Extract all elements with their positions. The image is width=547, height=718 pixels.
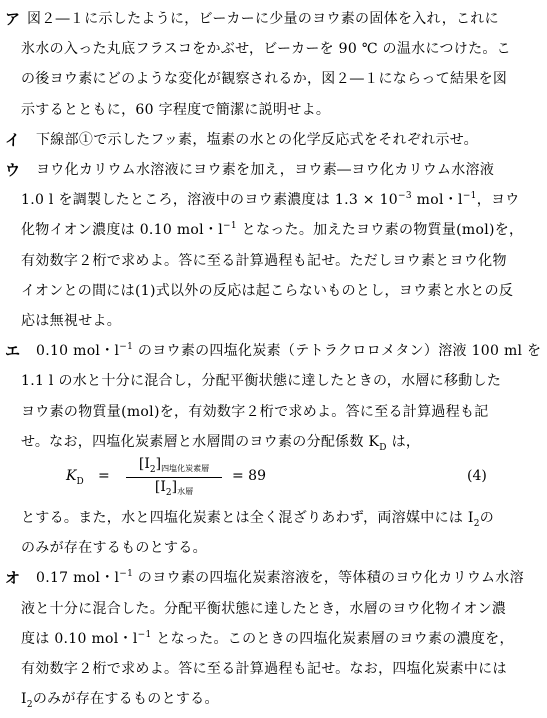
q-o-text-2: 液と十分に混合した。分配平衡状態に達したとき，水層のヨウ化物イオン濃 (21, 600, 507, 617)
fraction-bar (126, 477, 222, 478)
q-a-text-4: 示するとともに，60 字程度で簡潔に説明せよ。 (21, 101, 331, 118)
q-u-text-6: 応は無視せよ。 (21, 313, 122, 329)
formula-number: (4) (467, 468, 487, 484)
question-mark-e: エ (5, 342, 21, 361)
q-e-text-1-main: 0.10 mol・l (36, 343, 120, 360)
formula-den-sub: 2 (165, 488, 172, 498)
q-o-text-1-tail: のヨウ素の四塩化炭素溶液を，等体積のヨウ化カリウム水溶 (137, 570, 524, 587)
partition-coefficient-formula (0, 456, 547, 500)
q-a-text-3: の後ヨウ素にどのような変化が観察されるか，図２―１にならって結果を図 (21, 71, 508, 88)
q-u-text-2-tail: ，ヨウ (476, 192, 520, 209)
formula-num-bracket: [I (138, 456, 150, 472)
formula-denominator (124, 479, 224, 498)
formula-value: = 89 (232, 468, 266, 484)
q-e-text-6: のみが存在するものとする。 (21, 540, 207, 557)
q-o-text-4: 有効数字２桁で求めよ。答に至る計算過程も記せ。なお，四塩化炭素中には (21, 661, 507, 677)
exponent-neg1: −1 (119, 342, 134, 353)
formula-num-layer: 四塩化炭素層 (161, 464, 210, 473)
q-o-text-5 (21, 683, 219, 718)
formula-lhs (66, 468, 84, 487)
q-e-text-5-main: とする。また，水と四塩化炭素とは全く混ざりあわず，両溶媒中には I (21, 510, 474, 526)
formula-numerator (124, 456, 224, 475)
kd-subscript: D (379, 442, 387, 453)
exponent-neg1: −1 (462, 191, 477, 202)
formula-k: K (66, 468, 77, 484)
q-a-text-1: 図２―１に示したように，ビーカーに少量のヨウ素の固体を入れ，これに (27, 11, 499, 27)
q-e-text-3: ヨウ素の物質量(mol)を，有効数字２桁で求めよ。答に至る計算過程も記 (21, 403, 489, 420)
question-mark-a: ア (5, 10, 21, 28)
q-i-text-1: 下線部①で示したフッ素，塩素の水との化学反応式をそれぞれ示せ。 (36, 131, 478, 148)
q-e-text-4-tail: は， (391, 433, 421, 450)
q-o-text-3-main: 度は 0.10 mol・l (21, 630, 138, 647)
q-u-text-5: イオンとの間には(1)式以外の反応は起こらないものとし，ヨウ素と水との反 (21, 282, 514, 299)
q-e-text-4-main: せ。なお，四塩化炭素層と水層間のヨウ素の分配係数 K (21, 433, 380, 450)
q-o-text-3-tail: となった。このときの四塩化炭素層のヨウ素の濃度を， (156, 630, 514, 647)
exponent-neg3: −3 (398, 191, 412, 202)
formula-num-sub: 2 (149, 465, 156, 475)
q-o-text-5-tail: のみが存在するものとする。 (32, 691, 219, 708)
i2-subscript: 2 (26, 700, 33, 711)
question-mark-o: オ (5, 569, 21, 588)
q-a-text-2: 氷水の入った丸底フラスコをかぶせ，ビーカーを 90 ℃ の温水につけた。こ (21, 41, 511, 58)
i2-subscript: 2 (473, 519, 480, 529)
q-u-text-1: ヨウ化カリウム水溶液にヨウ素を加え，ヨウ素―ヨウ化カリウム水溶液 (36, 162, 495, 178)
i2-symbol: I (21, 691, 27, 708)
q-o-text-1-main: 0.17 mol・l (36, 570, 120, 587)
question-mark-u: ウ (5, 161, 21, 179)
formula-den-layer: 水層 (177, 487, 194, 496)
unit-mol-l: mol・l (416, 192, 463, 209)
q-u-text-2-main: 1.0 l を調製したところ，溶液中のヨウ素濃度は 1.3 × 10 (21, 192, 399, 209)
exponent-neg1: −1 (223, 221, 237, 232)
formula-k-subscript: D (76, 477, 84, 487)
q-u-text-3-main: 化物イオン濃度は 0.10 mol・l (21, 222, 224, 239)
formula-den-close: ] (171, 479, 178, 495)
q-e-text-5-tail: の (479, 510, 495, 526)
question-mark-i: イ (5, 130, 21, 149)
formula-num-close: ] (155, 456, 162, 472)
formula-fraction (124, 456, 224, 500)
q-u-text-3-tail: となった。加えたヨウ素の物質量(mol)を， (241, 222, 524, 239)
q-e-text-1-tail: のヨウ素の四塩化炭素（テトラクロロメタン）溶液 100 ml を (137, 343, 542, 360)
formula-equals: = (98, 468, 110, 484)
exponent-neg1: −1 (119, 569, 134, 580)
q-e-text-2: 1.1 l の水と十分に混合し，分配平衡状態に達したときの，水層に移動した (21, 373, 502, 390)
q-u-text-4: 有効数字２桁で求めよ。答に至る計算過程も記せ。ただしヨウ素とヨウ化物 (21, 252, 507, 269)
formula-den-bracket: [I (154, 479, 166, 495)
exponent-neg1: −1 (137, 629, 152, 640)
